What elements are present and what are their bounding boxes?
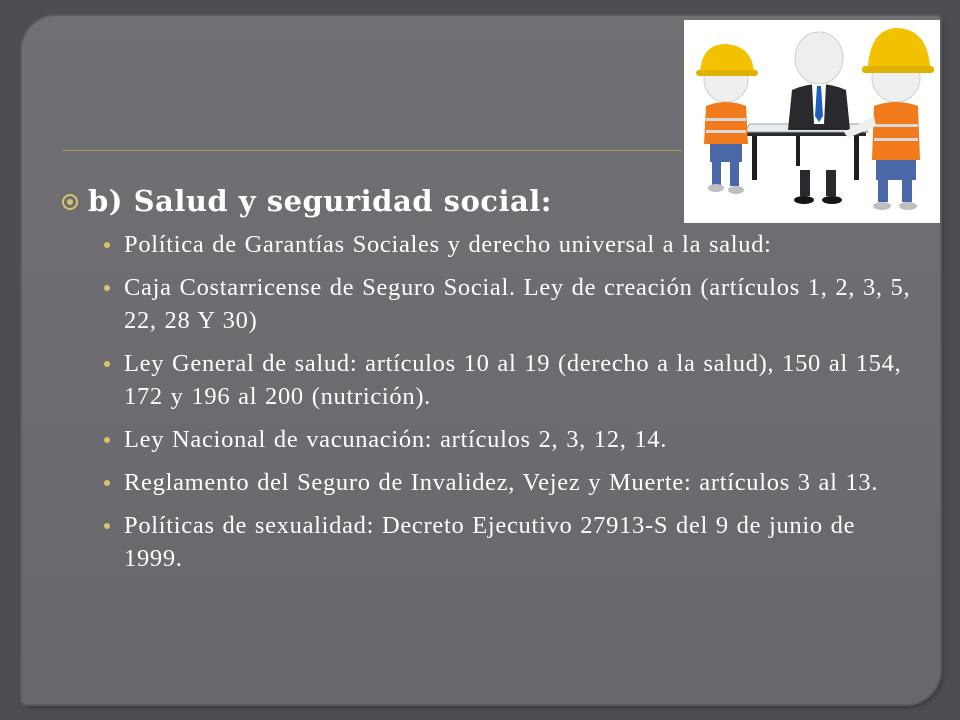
- list-item-text: Ley Nacional de vacunación: artículos 2, 3, 12, 14.: [124, 426, 668, 453]
- shoe: [708, 184, 724, 192]
- dot-bullet-icon: [104, 285, 110, 291]
- workers-illustration-icon: [684, 20, 940, 223]
- leg: [902, 178, 912, 202]
- leg: [730, 160, 739, 186]
- list-item: [104, 423, 919, 456]
- section-heading: b) Salud y seguridad social:: [88, 184, 552, 218]
- table-leg: [752, 136, 757, 180]
- shoe: [873, 202, 891, 210]
- safety-vest: [704, 102, 748, 144]
- shoe: [899, 202, 917, 210]
- safety-vest: [872, 102, 920, 160]
- dot-bullet-icon: [104, 523, 110, 529]
- vest-stripe: [706, 130, 746, 133]
- list-item: [104, 466, 919, 499]
- list-item: [104, 509, 919, 575]
- hardhat: [868, 28, 930, 68]
- circle-bullet-icon: [62, 194, 78, 210]
- title-divider: [62, 150, 682, 151]
- leg: [712, 160, 721, 186]
- pants: [710, 144, 742, 162]
- dot-bullet-icon: [104, 361, 110, 367]
- list-item-text: Caja Costarricense de Seguro Social. Ley de creación (artículos 1, 2, 3, 5, 22, 28 Y 30): [124, 274, 911, 334]
- hardhat-brim: [862, 66, 934, 73]
- shoe: [728, 186, 744, 194]
- table-leg: [854, 136, 859, 180]
- dot-bullet-icon: [104, 437, 110, 443]
- list-item: [104, 271, 919, 337]
- person-head: [795, 32, 843, 84]
- leg: [878, 178, 888, 202]
- vest-stripe: [874, 124, 918, 127]
- legislation-list: [104, 228, 919, 585]
- hardhat-brim: [696, 70, 758, 76]
- list-item-text: Políticas de sexualidad: Decreto Ejecutivo 27913-S del 9 de junio de 1999.: [124, 512, 856, 572]
- shoe: [822, 196, 842, 204]
- leg: [826, 170, 836, 196]
- leg: [800, 170, 810, 196]
- vest-stripe: [874, 138, 918, 141]
- workers-illustration-svg: [684, 20, 940, 223]
- pants: [876, 160, 916, 180]
- list-item-text: Ley General de salud: artículos 10 al 19 (derecho a la salud), 150 al 154, 172 y 196 al 200 (nutrición).: [124, 350, 902, 410]
- dot-bullet-icon: [104, 480, 110, 486]
- vest-stripe: [706, 118, 746, 121]
- dot-bullet-icon: [104, 242, 110, 248]
- list-item-text: Reglamento del Seguro de Invalidez, Vejez y Muerte: artículos 3 al 13.: [124, 469, 879, 496]
- list-item-text: Política de Garantías Sociales y derecho universal a la salud:: [124, 231, 772, 258]
- list-item: [104, 347, 919, 413]
- hardhat: [700, 44, 754, 72]
- section-heading-row: [62, 176, 552, 226]
- table-leg: [796, 136, 800, 166]
- shoe: [794, 196, 814, 204]
- list-item: [104, 228, 919, 261]
